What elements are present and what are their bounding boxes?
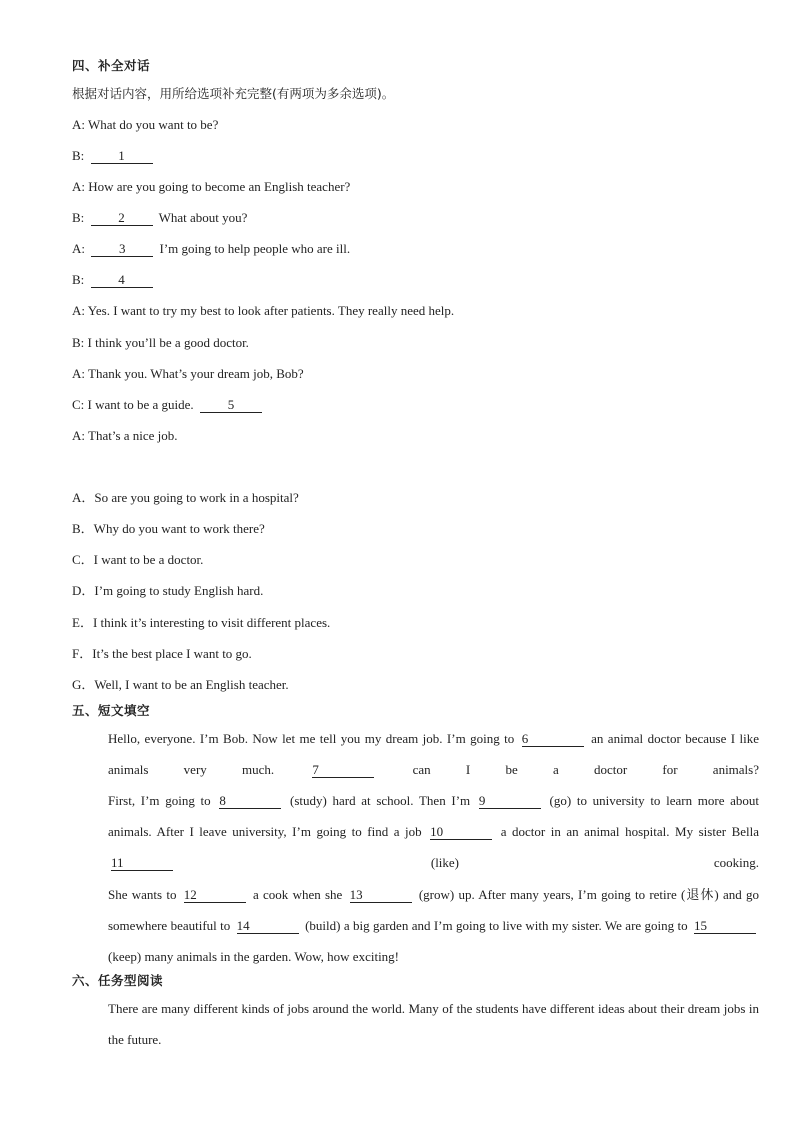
blank-9: 9	[479, 794, 541, 809]
cloze-text: First, I’m going to	[108, 793, 211, 808]
option-text: Why do you want to work there?	[93, 521, 265, 536]
option-letter: E．	[72, 615, 93, 630]
option-g	[72, 677, 289, 693]
cloze-paragraph-1	[72, 723, 759, 785]
dialogue-line	[72, 117, 218, 133]
option-letter: B．	[72, 521, 94, 536]
dialogue-line	[72, 397, 265, 413]
speaker-label: A:	[72, 303, 85, 318]
option-letter: A．	[72, 490, 95, 505]
dialogue-line	[72, 272, 156, 288]
dialogue-text: I think you’ll be a good doctor.	[87, 335, 249, 350]
dialogue-line	[72, 366, 304, 382]
option-text: I want to be a doctor.	[93, 552, 204, 567]
speaker-label: A:	[72, 241, 85, 256]
blank-4: 4	[91, 273, 153, 288]
dialogue-text: Yes. I want to try my best to look after patients. They really need help.	[87, 303, 455, 318]
option-text: I’m going to study English hard.	[94, 583, 264, 598]
speaker-label: B:	[72, 272, 85, 287]
speaker-label: A:	[72, 117, 85, 132]
reading-paragraph-1: There are many different kinds of jobs around the world. Many of the students have different ideas about their dream jobs in the future.	[108, 1001, 759, 1048]
speaker-label: A:	[72, 366, 85, 381]
blank-10: 10	[430, 825, 492, 840]
cloze-paragraph-3	[72, 879, 759, 973]
dialogue-text: I want to be a guide.	[87, 397, 194, 412]
dialogue-line	[72, 210, 247, 226]
section-4-heading: 四、补全对话	[72, 58, 151, 73]
dialogue-text: I’m going to help people who are ill.	[159, 241, 351, 256]
blank-12: 12	[184, 888, 246, 903]
dialogue-text: What about you?	[158, 210, 248, 225]
blank-13: 13	[350, 888, 412, 903]
section-5-heading: 五、短文填空	[72, 703, 151, 718]
cloze-text: (like) cooking.	[430, 855, 759, 871]
cloze-text: (grow) up. After many years, I’m going to retire (退休) and go somewhere beautiful to	[108, 887, 759, 934]
dialogue-line	[72, 428, 178, 444]
blank-8: 8	[219, 794, 281, 809]
speaker-label: A:	[72, 179, 85, 194]
option-text: It’s the best place I want to go.	[92, 646, 252, 661]
speaker-label: C:	[72, 397, 85, 412]
dialogue-text: Thank you. What’s your dream job, Bob?	[88, 366, 304, 381]
dialogue-line	[72, 148, 156, 164]
blank-3: 3	[91, 242, 153, 257]
cloze-text: (go) to university to learn more about animals. After I leave university, I’m going to find a job	[108, 793, 760, 840]
option-letter: F．	[72, 646, 93, 661]
cloze-text: a doctor in an animal hospital. My sister Bella	[500, 824, 760, 840]
cloze-text: an animal doctor because I like animals very much.	[108, 731, 760, 778]
cloze-paragraph-2	[72, 785, 759, 879]
cloze-text: (build) a big garden and I’m going to live with my sister. We are going to	[305, 918, 688, 934]
blank-7: 7	[312, 763, 374, 778]
dialogue-line	[72, 241, 350, 257]
option-e	[72, 615, 330, 631]
option-letter: D．	[72, 583, 95, 598]
dialogue-text: What do you want to be?	[88, 117, 219, 132]
dialogue-text: That’s a nice job.	[88, 428, 178, 443]
speaker-label: B:	[72, 210, 85, 225]
section-4-instruction: 根据对话内容，用所给选项补充完整(有两项为多余选项)。	[72, 86, 395, 101]
section-6-heading: 六、任务型阅读	[72, 973, 164, 988]
option-text: So are you going to work in a hospital?	[94, 490, 299, 505]
blank-15: 15	[694, 919, 756, 934]
cloze-text: (keep) many animals in the garden. Wow, how exciting!	[108, 949, 400, 965]
blank-5: 5	[200, 398, 262, 413]
dialogue-line	[72, 179, 350, 195]
option-letter: G．	[72, 677, 95, 692]
dialogue-text: How are you going to become an English teacher?	[88, 179, 351, 194]
option-d	[72, 583, 263, 599]
speaker-label: B:	[72, 148, 85, 163]
cloze-text: Hello, everyone. I’m Bob. Now let me tell you my dream job. I’m going to	[108, 731, 515, 746]
blank-1: 1	[91, 149, 153, 164]
option-letter: C．	[72, 552, 94, 567]
option-a	[72, 490, 299, 506]
dialogue-line	[72, 335, 249, 351]
option-text: I think it’s interesting to visit different places.	[92, 615, 331, 630]
blank-2: 2	[91, 211, 153, 226]
option-c	[72, 552, 203, 568]
blank-6: 6	[522, 732, 584, 747]
speaker-label: B:	[72, 335, 85, 350]
cloze-text: a cook when she	[253, 887, 343, 902]
dialogue-line	[72, 303, 454, 319]
cloze-text: She wants to	[108, 887, 177, 902]
option-b	[72, 521, 265, 537]
blank-11: 11	[111, 856, 173, 871]
speaker-label: A:	[72, 428, 85, 443]
option-f	[72, 646, 252, 662]
option-text: Well, I want to be an English teacher.	[94, 677, 289, 692]
cloze-text: can I be a doctor for animals?	[412, 762, 759, 778]
blank-14: 14	[237, 919, 299, 934]
cloze-text: (study) hard at school. Then I’m	[290, 793, 471, 808]
